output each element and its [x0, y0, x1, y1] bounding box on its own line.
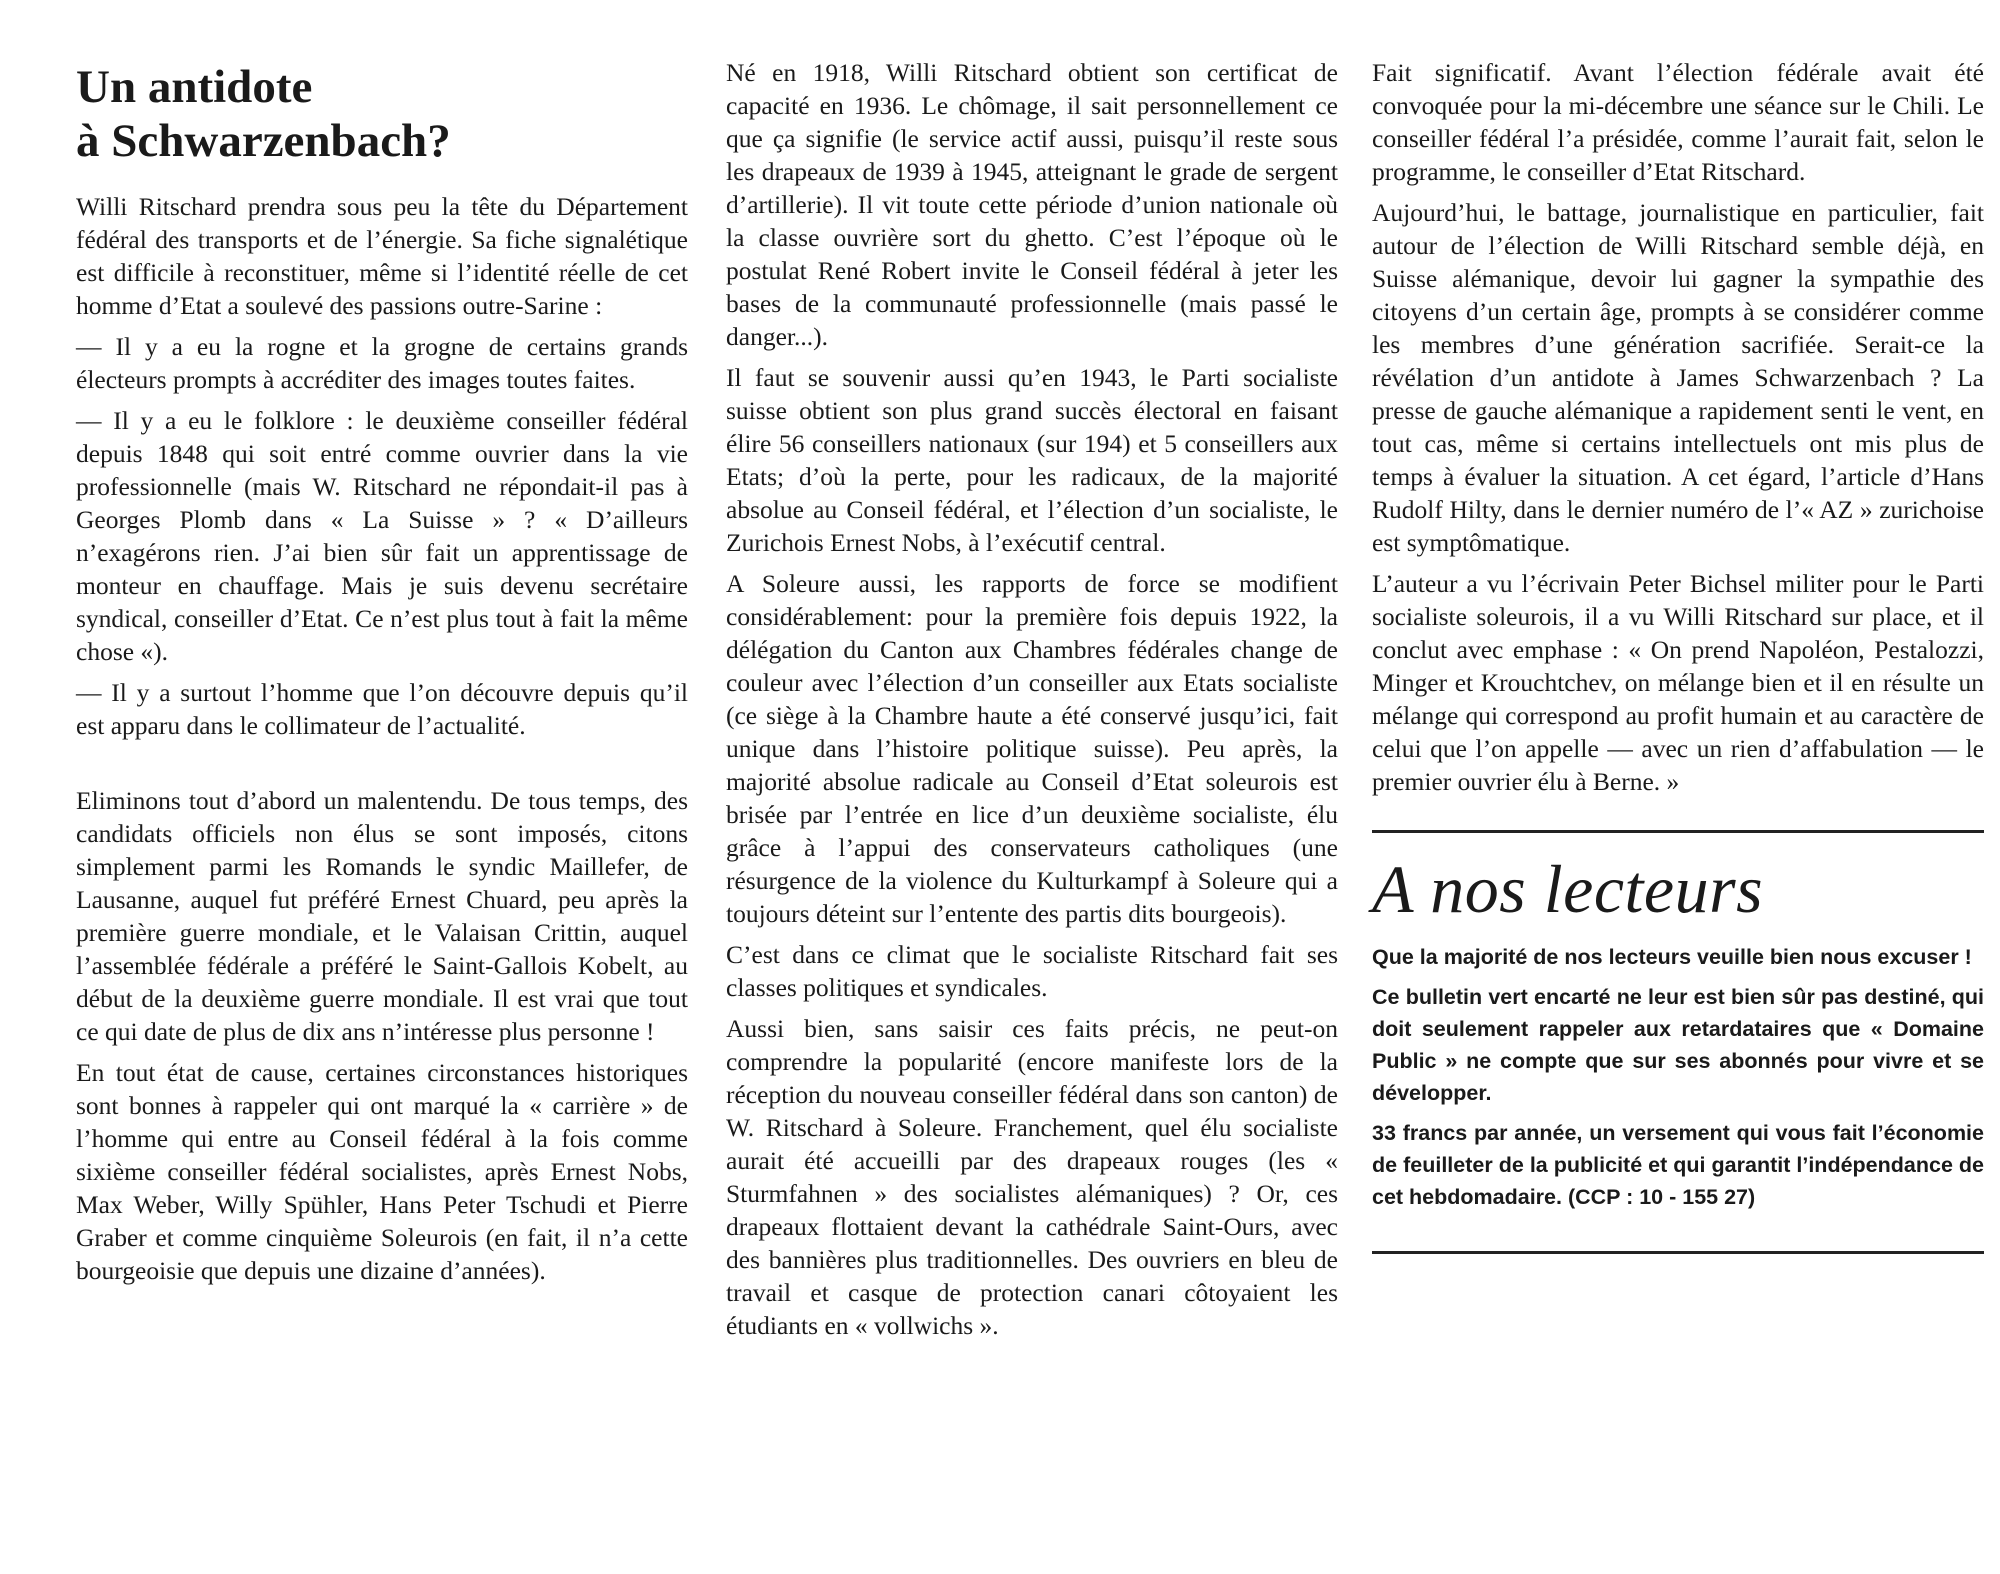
article-paragraph: Aujourd’hui, le battage, journalistique en particulier, fait autour de l’élection de Willi Ritschard semble déjà, en Suisse alémanique, devoir lui gagner la sympathie des citoyens d’un certain âge, prompts à se considérer comme les membres d’une génération sacrifiée. Serait-ce la révélation d’un antidote à James Schwarzenbach ? La presse de gauche alémanique a rapidement senti le vent, en tout cas, même si certains intellectuels ont mis plus de temps à évaluer la situation. A cet égard, l’article d’Hans Rudolf Hilty, dans le dernier numéro de l’« AZ » zurichoise est symptômatique. — [1372, 198, 1984, 557]
notice-bottom-divider — [1372, 1251, 1984, 1254]
article-column-3 — [1372, 56, 1984, 1272]
article-paragraph: Aussi bien, sans saisir ces faits précis, ne peut-on comprendre la popularité (encore manifeste lors de la réception du nouveau conseiller fédéral dans son canton) de W. Ritschard à Soleure. Franchement, quel élu socialiste aurait été accueilli par des drapeaux rouges (les « Sturmfahnen » des socialistes alémaniques) ? Or, ces drapeaux flottaient devant la cathédrale Saint-Ours, avec des bannières plus traditionnelles. Des ouvriers en bleu de travail et casque de protection canari côtoyaient les étudiants en « vollwichs ». — [726, 1014, 1338, 1340]
article-paragraph: L’auteur a vu l’écrivain Peter Bichsel militer pour le Parti socialiste soleurois, il a vu Willi Ritschard sur place, et il conclut avec emphase : « On prend Napoléon, Pestalozzi, Minger et Krouchtchev, on mélange bien et il en résulte un mélange qui correspond au profit humain et au caractère de celui que l’on appelle — avec un rien d’affabulation — le premier ouvrier élu à Berne. » — [1372, 569, 1984, 796]
article-paragraph: Fait significatif. Avant l’élection fédérale avait été convoquée pour la mi-décembre une séance sur le Chili. Le conseiller fédéral l’a présidée, comme l’aurait fait, selon le programme, le conseiller d’Etat Ritschard. — [1372, 58, 1984, 186]
article-paragraph: — Il y a eu le folklore : le deuxième conseiller fédéral depuis 1848 qui soit entré comme ouvrier dans la vie professionnelle (mais W. Ritschard ne répondait-il pas à Georges Plomb dans « La Suisse » ? « D’ailleurs n’exagérons rien. J’ai bien sûr fait un apprentissage de monteur en chauffage. Mais je suis devenu secrétaire syndical, conseiller d’Etat. Ce n’est plus tout à fait la même chose «). — [76, 406, 688, 666]
article-column-1 — [76, 56, 688, 1295]
article-column-2 — [726, 56, 1338, 1350]
article-paragraph: En tout état de cause, certaines circonstances historiques sont bonnes à rappeler qui ont marqué la « carrière » de l’homme qui entre au Conseil fédéral à la fois comme sixième conseiller fédéral socialistes, après Ernest Nobs, Max Weber, Willy Spühler, Hans Peter Tschudi et Pierre Graber et comme cinquième Soleurois (en fait, il n’a cette bourgeoisie que depuis une dizaine d’années). — [76, 1058, 688, 1285]
article-title-line-1: Un antidote — [76, 61, 313, 113]
article-paragraph: Il faut se souvenir aussi qu’en 1943, le Parti socialiste suisse obtient son plus grand succès électoral en faisant élire 56 conseillers nationaux (sur 194) et 5 conseillers aux Etats; d’où la perte, pour les radicaux, de la majorité absolue au Conseil fédéral, et l’élection d’un socialiste, le Zurichois Ernest Nobs, à l’exécutif central. — [726, 363, 1338, 557]
article-paragraph: Eliminons tout d’abord un malentendu. De tous temps, des candidats officiels non élus se sont imposés, citons simplement parmi les Romands le syndic Maillefer, de Lausanne, auquel fut préféré Ernest Chuard, peu après la première guerre mondiale, et le Valaisan Crittin, auquel l’assemblée fédérale a préféré le Saint-Gallois Kobelt, au début de la deuxième guerre mondiale. Il est vrai que tout ce qui date de plus de dix ans n’intéresse plus personne ! — [76, 786, 688, 1046]
article-paragraph: — Il y a surtout l’homme que l’on découvre depuis qu’il est apparu dans le collimateur de l’actualité. — [76, 678, 688, 740]
article-paragraph: — Il y a eu la rogne et la grogne de certains grands électeurs prompts à accréditer des images toutes faites. — [76, 332, 688, 394]
notice-paragraph: Ce bulletin vert encarté ne leur est bien sûr pas destiné, qui doit seulement rappeler aux retardataires que « Domaine Public » ne compte que sur ses abonnés pour vivre et se développer. — [1372, 985, 1984, 1105]
article-paragraph: Willi Ritschard prendra sous peu la tête du Département fédéral des transports et de l’énergie. Sa fiche signalétique est difficile à reconstituer, même si l’identité réelle de cet homme d’Etat a soulevé des passions outre-Sarine : — [76, 192, 688, 320]
notice-title: A nos lecteurs — [1372, 851, 1764, 927]
notice-paragraph: Que la majorité de nos lecteurs veuille bien nous excuser ! — [1372, 945, 1972, 969]
notice-top-divider — [1372, 830, 1984, 833]
notice-paragraph: 33 francs par année, un versement qui vous fait l’économie de feuilleter de la publicité et qui garantit l’indépendance de cet hebdomadaire. (CCP : 10 - 155 27) — [1372, 1121, 1984, 1209]
article-paragraph: A Soleure aussi, les rapports de force se modifient considérablement: pour la première fois depuis 1922, la délégation du Canton aux Chambres fédérales change de couleur avec l’élection d’un conseiller aux Etats socialiste (ce siège à la Chambre haute a été conservé jusqu’ici, fait unique dans l’histoire politique suisse). Peu après, la majorité absolue radicale au Conseil d’Etat soleurois est brisée par l’entrée en lice d’un deuxième socialiste, élu grâce à l’appui des conservateurs catholiques (une résurgence de la violence du Kulturkampf à Soleure qui a toujours déteint sur l’entente des partis dits bourgeois). — [726, 569, 1338, 928]
article-title-line-2: à Schwarzenbach? — [76, 115, 451, 167]
article-paragraph: Né en 1918, Willi Ritschard obtient son certificat de capacité en 1936. Le chômage, il sait personnellement ce que ça signifie (le service actif aussi, puisqu’il reste sous les drapeaux de 1939 à 1945, atteignant le grade de sergent d’artillerie). Il vit toute cette période d’union nationale où la classe ouvrière sort du ghetto. C’est l’époque où le postulat René Robert invite le Conseil fédéral à jeter les bases de la communauté professionnelle (mais passé le danger...). — [726, 58, 1338, 351]
article-title — [76, 60, 688, 168]
article-paragraph: C’est dans ce climat que le socialiste Ritschard fait ses classes politiques et syndicales. — [726, 940, 1338, 1002]
reader-notice-box — [1372, 851, 1984, 1213]
